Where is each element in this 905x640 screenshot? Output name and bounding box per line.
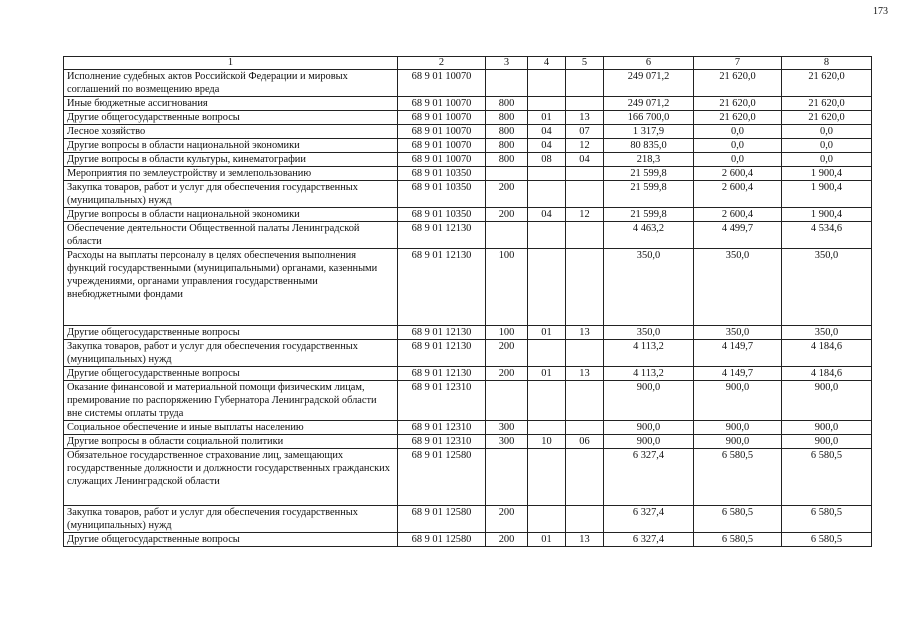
table-row bbox=[64, 249, 872, 326]
row-amount-2: 900,0 bbox=[694, 435, 782, 449]
row-name: Другие вопросы в области социальной политики bbox=[64, 435, 398, 449]
row-amount-2: 6 580,5 bbox=[694, 533, 782, 547]
row-expense-type: 800 bbox=[486, 139, 528, 153]
row-subsection bbox=[566, 70, 604, 97]
row-name: Иные бюджетные ассигнования bbox=[64, 97, 398, 111]
row-subsection: 13 bbox=[566, 111, 604, 125]
row-amount-3: 6 580,5 bbox=[782, 506, 872, 533]
row-target-article: 68 9 01 10350 bbox=[398, 167, 486, 181]
row-amount-1: 900,0 bbox=[604, 435, 694, 449]
row-amount-2: 21 620,0 bbox=[694, 111, 782, 125]
table-row bbox=[64, 139, 872, 153]
header-col-4: 4 bbox=[528, 57, 566, 70]
row-expense-type: 200 bbox=[486, 340, 528, 367]
row-section bbox=[528, 181, 566, 208]
row-amount-2: 2 600,4 bbox=[694, 167, 782, 181]
header-col-5: 5 bbox=[566, 57, 604, 70]
row-amount-3: 900,0 bbox=[782, 381, 872, 421]
row-amount-2: 4 499,7 bbox=[694, 222, 782, 249]
row-name: Другие общегосударственные вопросы bbox=[64, 367, 398, 381]
row-amount-3: 6 580,5 bbox=[782, 533, 872, 547]
row-target-article: 68 9 01 12310 bbox=[398, 435, 486, 449]
row-amount-3: 900,0 bbox=[782, 435, 872, 449]
row-section bbox=[528, 381, 566, 421]
row-amount-1: 6 327,4 bbox=[604, 506, 694, 533]
row-target-article: 68 9 01 10350 bbox=[398, 208, 486, 222]
row-amount-2: 900,0 bbox=[694, 421, 782, 435]
table-row bbox=[64, 222, 872, 249]
row-amount-3: 6 580,5 bbox=[782, 449, 872, 506]
row-subsection: 13 bbox=[566, 367, 604, 381]
row-section bbox=[528, 167, 566, 181]
row-amount-3: 21 620,0 bbox=[782, 70, 872, 97]
row-section bbox=[528, 97, 566, 111]
table-row bbox=[64, 381, 872, 421]
row-amount-2: 350,0 bbox=[694, 326, 782, 340]
row-name: Расходы на выплаты персоналу в целях обеспечения выполнения функций государственными (муниципальными) органами, казенными учреждениями, органами управления государственными внебюджетными фондами bbox=[64, 249, 398, 326]
page-number: 173 bbox=[873, 6, 888, 17]
row-amount-3: 1 900,4 bbox=[782, 167, 872, 181]
table-body bbox=[64, 70, 872, 547]
row-name: Закупка товаров, работ и услуг для обеспечения государственных (муниципальных) нужд bbox=[64, 506, 398, 533]
row-subsection bbox=[566, 97, 604, 111]
row-amount-2: 21 620,0 bbox=[694, 70, 782, 97]
row-name: Обеспечение деятельности Общественной палаты Ленинградской области bbox=[64, 222, 398, 249]
row-expense-type: 300 bbox=[486, 421, 528, 435]
row-amount-1: 4 463,2 bbox=[604, 222, 694, 249]
row-expense-type: 200 bbox=[486, 506, 528, 533]
row-section: 08 bbox=[528, 153, 566, 167]
row-amount-2: 2 600,4 bbox=[694, 208, 782, 222]
row-target-article: 68 9 01 10070 bbox=[398, 139, 486, 153]
row-subsection: 04 bbox=[566, 153, 604, 167]
header-col-3: 3 bbox=[486, 57, 528, 70]
row-amount-2: 0,0 bbox=[694, 139, 782, 153]
row-subsection: 12 bbox=[566, 139, 604, 153]
header-col-2: 2 bbox=[398, 57, 486, 70]
row-amount-2: 6 580,5 bbox=[694, 449, 782, 506]
row-amount-1: 21 599,8 bbox=[604, 208, 694, 222]
row-amount-3: 0,0 bbox=[782, 125, 872, 139]
table-row bbox=[64, 326, 872, 340]
row-subsection: 12 bbox=[566, 208, 604, 222]
row-name: Закупка товаров, работ и услуг для обеспечения государственных (муниципальных) нужд bbox=[64, 181, 398, 208]
row-amount-2: 0,0 bbox=[694, 153, 782, 167]
row-subsection bbox=[566, 340, 604, 367]
row-target-article: 68 9 01 12580 bbox=[398, 449, 486, 506]
row-section bbox=[528, 449, 566, 506]
table-row bbox=[64, 449, 872, 506]
row-expense-type: 800 bbox=[486, 125, 528, 139]
row-amount-2: 900,0 bbox=[694, 381, 782, 421]
row-amount-3: 1 900,4 bbox=[782, 181, 872, 208]
row-amount-1: 4 113,2 bbox=[604, 367, 694, 381]
row-amount-1: 350,0 bbox=[604, 326, 694, 340]
row-target-article: 68 9 01 12130 bbox=[398, 249, 486, 326]
row-amount-1: 6 327,4 bbox=[604, 533, 694, 547]
row-expense-type: 800 bbox=[486, 97, 528, 111]
row-target-article: 68 9 01 12580 bbox=[398, 506, 486, 533]
header-col-1: 1 bbox=[64, 57, 398, 70]
row-expense-type: 100 bbox=[486, 326, 528, 340]
row-section bbox=[528, 506, 566, 533]
row-name: Обязательное государственное страхование лиц, замещающих государственные должности и должности государственных гражданских служащих Ленинградской области bbox=[64, 449, 398, 506]
row-expense-type bbox=[486, 167, 528, 181]
row-expense-type: 200 bbox=[486, 208, 528, 222]
row-expense-type bbox=[486, 449, 528, 506]
row-expense-type: 800 bbox=[486, 153, 528, 167]
row-amount-1: 166 700,0 bbox=[604, 111, 694, 125]
table-row bbox=[64, 153, 872, 167]
row-amount-1: 249 071,2 bbox=[604, 70, 694, 97]
row-amount-1: 350,0 bbox=[604, 249, 694, 326]
header-col-8: 8 bbox=[782, 57, 872, 70]
row-section bbox=[528, 340, 566, 367]
row-amount-2: 6 580,5 bbox=[694, 506, 782, 533]
row-subsection bbox=[566, 381, 604, 421]
row-amount-3: 1 900,4 bbox=[782, 208, 872, 222]
row-subsection bbox=[566, 181, 604, 208]
table-row bbox=[64, 208, 872, 222]
row-section bbox=[528, 421, 566, 435]
row-subsection bbox=[566, 449, 604, 506]
budget-table bbox=[63, 56, 872, 547]
row-name: Другие вопросы в области культуры, кинематографии bbox=[64, 153, 398, 167]
row-section: 01 bbox=[528, 326, 566, 340]
row-subsection bbox=[566, 167, 604, 181]
row-amount-2: 4 149,7 bbox=[694, 367, 782, 381]
row-target-article: 68 9 01 10070 bbox=[398, 125, 486, 139]
row-target-article: 68 9 01 12580 bbox=[398, 533, 486, 547]
row-subsection bbox=[566, 249, 604, 326]
row-expense-type: 100 bbox=[486, 249, 528, 326]
row-name: Оказание финансовой и материальной помощи физическим лицам, премирование по распоряжению Губернатора Ленинградской области вне системы оплаты труда bbox=[64, 381, 398, 421]
table-header-row bbox=[64, 57, 872, 70]
row-target-article: 68 9 01 12130 bbox=[398, 222, 486, 249]
row-amount-3: 21 620,0 bbox=[782, 111, 872, 125]
row-target-article: 68 9 01 12130 bbox=[398, 326, 486, 340]
row-expense-type bbox=[486, 381, 528, 421]
row-amount-2: 2 600,4 bbox=[694, 181, 782, 208]
table-row bbox=[64, 70, 872, 97]
row-section: 01 bbox=[528, 111, 566, 125]
row-amount-1: 80 835,0 bbox=[604, 139, 694, 153]
row-subsection: 06 bbox=[566, 435, 604, 449]
row-name: Другие вопросы в области национальной экономики bbox=[64, 139, 398, 153]
row-expense-type: 800 bbox=[486, 111, 528, 125]
row-amount-2: 0,0 bbox=[694, 125, 782, 139]
table-row bbox=[64, 167, 872, 181]
row-section: 10 bbox=[528, 435, 566, 449]
row-target-article: 68 9 01 10070 bbox=[398, 111, 486, 125]
row-amount-3: 350,0 bbox=[782, 249, 872, 326]
row-name: Другие общегосударственные вопросы bbox=[64, 533, 398, 547]
row-amount-2: 21 620,0 bbox=[694, 97, 782, 111]
row-amount-1: 900,0 bbox=[604, 381, 694, 421]
row-target-article: 68 9 01 12310 bbox=[398, 421, 486, 435]
row-amount-3: 21 620,0 bbox=[782, 97, 872, 111]
row-expense-type: 200 bbox=[486, 181, 528, 208]
row-amount-3: 0,0 bbox=[782, 153, 872, 167]
row-target-article: 68 9 01 12310 bbox=[398, 381, 486, 421]
row-subsection bbox=[566, 222, 604, 249]
row-amount-3: 900,0 bbox=[782, 421, 872, 435]
row-name: Лесное хозяйство bbox=[64, 125, 398, 139]
row-expense-type bbox=[486, 70, 528, 97]
header-col-7: 7 bbox=[694, 57, 782, 70]
row-expense-type: 200 bbox=[486, 533, 528, 547]
table-row bbox=[64, 111, 872, 125]
row-section bbox=[528, 70, 566, 97]
row-amount-1: 21 599,8 bbox=[604, 167, 694, 181]
table-row bbox=[64, 181, 872, 208]
row-expense-type: 200 bbox=[486, 367, 528, 381]
row-target-article: 68 9 01 12130 bbox=[398, 367, 486, 381]
row-name: Другие общегосударственные вопросы bbox=[64, 111, 398, 125]
row-amount-1: 218,3 bbox=[604, 153, 694, 167]
row-name: Мероприятия по землеустройству и землепользованию bbox=[64, 167, 398, 181]
table-row bbox=[64, 367, 872, 381]
row-expense-type bbox=[486, 222, 528, 249]
row-name: Другие вопросы в области национальной экономики bbox=[64, 208, 398, 222]
row-amount-2: 4 149,7 bbox=[694, 340, 782, 367]
table-row bbox=[64, 506, 872, 533]
row-name: Другие общегосударственные вопросы bbox=[64, 326, 398, 340]
row-amount-1: 249 071,2 bbox=[604, 97, 694, 111]
row-name: Закупка товаров, работ и услуг для обеспечения государственных (муниципальных) нужд bbox=[64, 340, 398, 367]
row-amount-1: 4 113,2 bbox=[604, 340, 694, 367]
row-section: 04 bbox=[528, 139, 566, 153]
row-amount-1: 900,0 bbox=[604, 421, 694, 435]
row-amount-3: 4 184,6 bbox=[782, 367, 872, 381]
table-row bbox=[64, 125, 872, 139]
row-subsection bbox=[566, 421, 604, 435]
row-amount-3: 0,0 bbox=[782, 139, 872, 153]
row-name: Социальное обеспечение и иные выплаты населению bbox=[64, 421, 398, 435]
row-subsection bbox=[566, 506, 604, 533]
table-row bbox=[64, 340, 872, 367]
row-amount-3: 4 534,6 bbox=[782, 222, 872, 249]
table-row bbox=[64, 435, 872, 449]
row-amount-1: 6 327,4 bbox=[604, 449, 694, 506]
row-target-article: 68 9 01 10070 bbox=[398, 70, 486, 97]
row-name: Исполнение судебных актов Российской Федерации и мировых соглашений по возмещению вреда bbox=[64, 70, 398, 97]
row-section: 04 bbox=[528, 125, 566, 139]
row-section bbox=[528, 249, 566, 326]
table-row bbox=[64, 97, 872, 111]
row-expense-type: 300 bbox=[486, 435, 528, 449]
table-row bbox=[64, 533, 872, 547]
row-amount-2: 350,0 bbox=[694, 249, 782, 326]
row-target-article: 68 9 01 10070 bbox=[398, 97, 486, 111]
row-section: 01 bbox=[528, 533, 566, 547]
row-amount-1: 21 599,8 bbox=[604, 181, 694, 208]
row-section: 04 bbox=[528, 208, 566, 222]
row-subsection: 13 bbox=[566, 533, 604, 547]
row-amount-3: 4 184,6 bbox=[782, 340, 872, 367]
row-target-article: 68 9 01 10070 bbox=[398, 153, 486, 167]
table-row bbox=[64, 421, 872, 435]
row-section: 01 bbox=[528, 367, 566, 381]
row-section bbox=[528, 222, 566, 249]
row-amount-3: 350,0 bbox=[782, 326, 872, 340]
row-amount-1: 1 317,9 bbox=[604, 125, 694, 139]
header-col-6: 6 bbox=[604, 57, 694, 70]
row-target-article: 68 9 01 12130 bbox=[398, 340, 486, 367]
row-subsection: 13 bbox=[566, 326, 604, 340]
row-subsection: 07 bbox=[566, 125, 604, 139]
row-target-article: 68 9 01 10350 bbox=[398, 181, 486, 208]
